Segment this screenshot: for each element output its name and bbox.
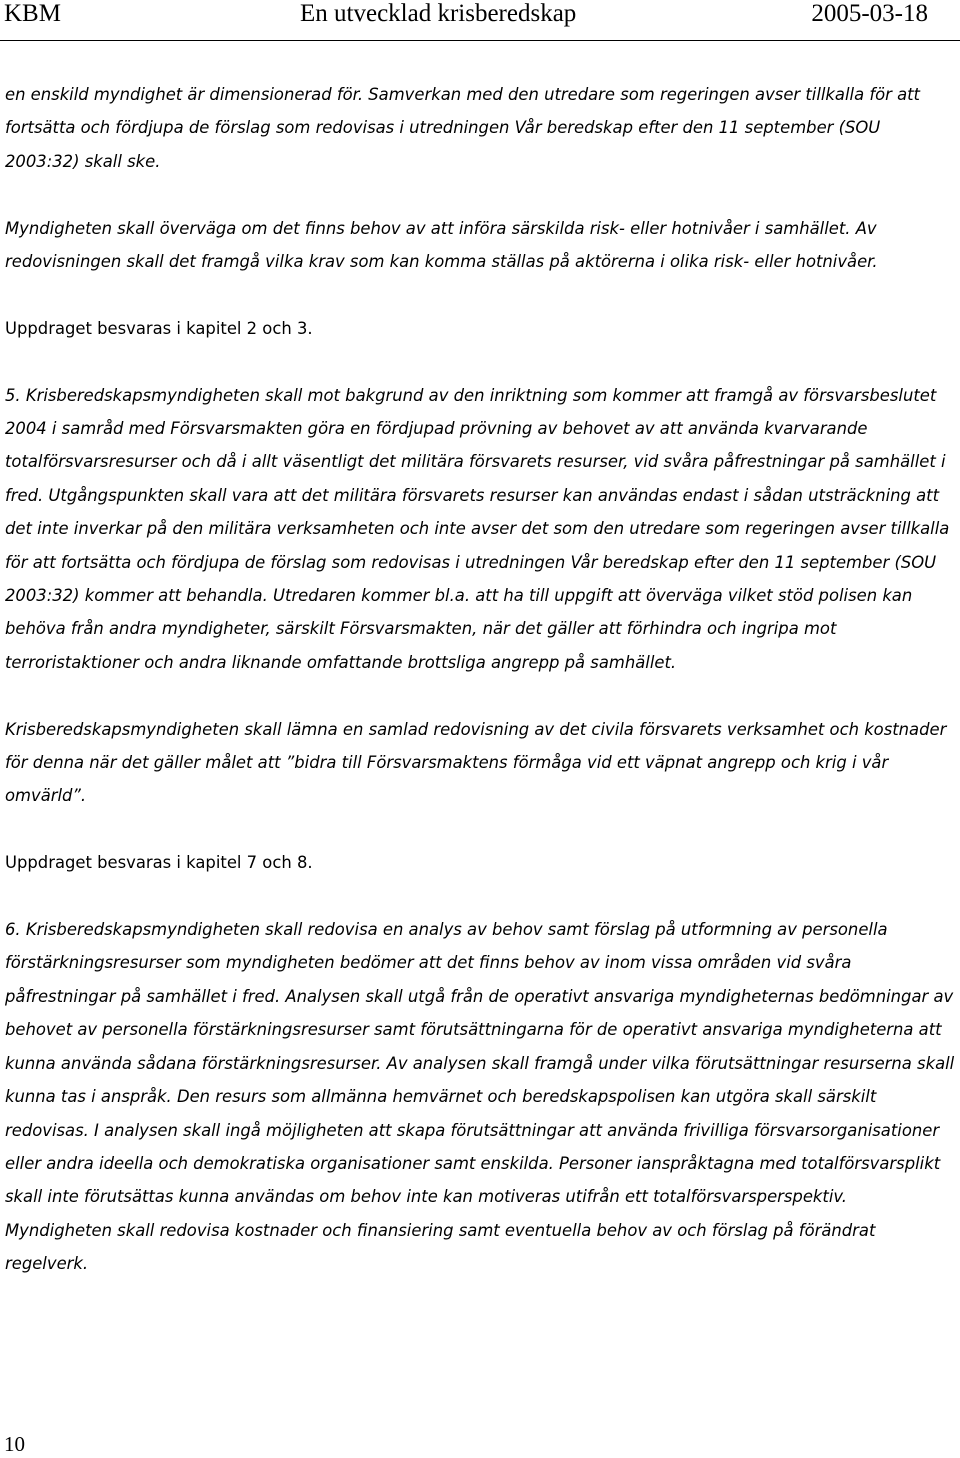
paragraph-answered-chapters-7-8: Uppdraget besvaras i kapitel 7 och 8.: [5, 853, 313, 873]
page-number: 10: [4, 1432, 25, 1456]
document-body: [5, 78, 959, 1281]
page-header: [0, 0, 960, 40]
paragraph-assignment-5: 5. Krisberedskapsmyndigheten skall mot bakgrund av den inriktning som kommer att framgå av försvarsbeslutet 2004 i samråd med Försvarsmakten göra en fördjupad prövning av behovet av att använda kvarvarande totalförsvarsresurser och då i allt väsentligt det militära försvarets resurser, vid svåra påfrestningar på samhället i fred. Utgångspunkten skall vara att det militära försvarets resurser kan användas endast i sådan utsträckning att det inte inverkar på den militära verksamheten och inte avser det som den utredare som regeringen avser tillkalla för att fortsätta och fördjupa de förslag som redovisas i utredningen Vår beredskap efter den 11 september (SOU 2003:32) kommer att behandla. Utredaren kommer bl.a. att ha till uppgift att överväga vilket stöd polisen kan behöva från andra myndigheter, särskilt Försvarsmakten, när det gäller att förhindra och ingripa mot terroristaktioner och andra liknande omfattande brottsliga angrepp på samhället.: [5, 385, 950, 672]
paragraph-assignment-6: 6. Krisberedskapsmyndigheten skall redovisa en analys av behov samt förslag på utformning av personella förstärkningsresurser som myndigheten bedömer att det finns behov av inom vissa områden vid svåra påfrestningar på samhället i fred. Analysen skall utgå från de operativt ansvariga myndigheternas bedömningar av behovet av personella förstärkningsresurser samt förutsättningarna för de operativt ansvariga myndigheterna att kunna använda sådana förstärkningsresurser. Av analysen skall framgå under vilka förutsättningar resurserna skall kunna tas i anspråk. Den resurs som allmänna hemvärnet och beredskapspolisen kan utgöra skall särskilt redovisas. I analysen skall ingå möjligheten att skapa förutsättningar att använda frivilliga försvarsorganisationer eller andra ideella och demokratiska organisationer samt enskilda. Personer ianspråktagna med totalförsvarsplikt skall inte förutsättas kunna användas om behov inte kan motiveras utifrån ett totalförsvarsperspektiv. Myndigheten skall redovisa kostnader och finansiering samt eventuella behov av och förslag på förändrat regelverk.: [5, 920, 955, 1274]
paragraph-civil-defence-report: Krisberedskapsmyndigheten skall lämna en samlad redovisning av det civila försvarets verksamhet och kostnader för denna när det gäller målet att ”bidra till Försvarsmaktens förmåga vid ett väpnat angrepp och krig i vår omvärld”.: [5, 719, 947, 806]
header-divider: [0, 40, 960, 41]
paragraph-risk-levels: Myndigheten skall överväga om det finns behov av att införa särskilda risk- eller hotnivåer i samhället. Av redovisningen skall det framgå vilka krav som kan komma ställas på aktörerna i olika risk- eller hotnivåer.: [5, 218, 878, 272]
paragraph-answered-chapters-2-3: Uppdraget besvaras i kapitel 2 och 3.: [5, 318, 313, 338]
header-title: En utvecklad krisberedskap: [300, 0, 577, 27]
header-org: KBM: [4, 0, 61, 27]
header-date: 2005-03-18: [811, 0, 928, 27]
paragraph-continuation: en enskild myndighet är dimensionerad för. Samverkan med den utredare som regeringen avser tillkalla för att fortsätta och fördjupa de förslag som redovisas i utredningen Vår beredskap efter den 11 september (SOU 2003:32) skall ske.: [5, 85, 920, 171]
